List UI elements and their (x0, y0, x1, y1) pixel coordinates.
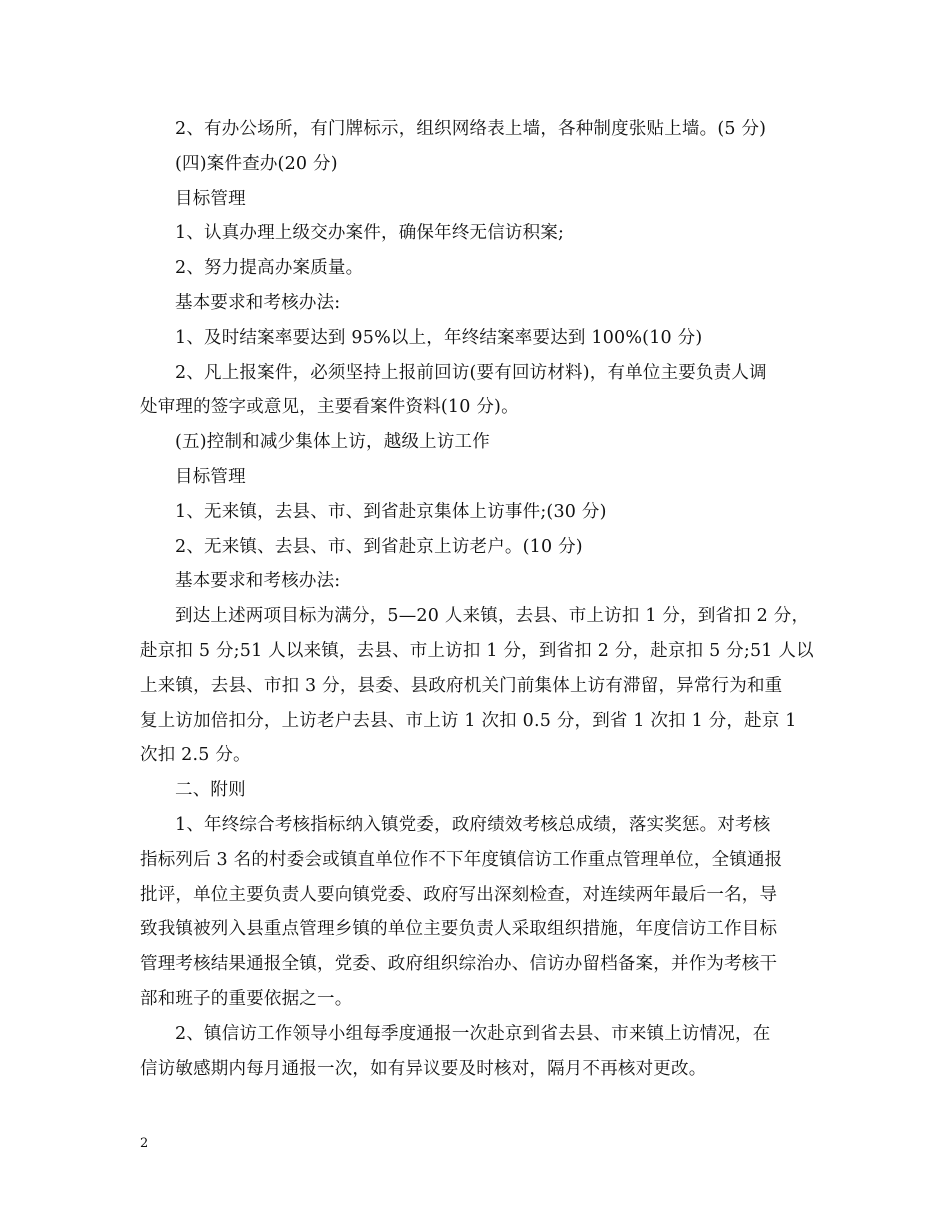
text-line: 2、努力提高办案质量。 (175, 258, 364, 279)
text-line: 1、认真办理上级交办案件，确保年终无信访积案; (175, 223, 565, 244)
text-line: 2、无来镇、去县、市、到省赴京上访老户。(10 分) (175, 536, 583, 557)
text-line: 复上访加倍扣分，上访老户去县、市上访 1 次扣 0.5 分，到省 1 次扣 1 分，赴京 1 (140, 710, 797, 731)
text-line: 次扣 2.5 分。 (140, 745, 251, 766)
subheading: 基本要求和考核办法: (175, 292, 341, 313)
section-heading: (五)控制和减少集体上访，越级上访工作 (175, 432, 490, 453)
document-body (140, 112, 812, 1086)
subheading: 目标管理 (175, 188, 246, 209)
text-line: 致我镇被列入县重点管理乡镇的单位主要负责人采取组织措施，年度信访工作目标 (140, 919, 778, 940)
text-line: 管理考核结果通报全镇，党委、政府组织综治办、信访办留档备案，并作为考核干 (140, 954, 778, 975)
text-line: 指标列后 3 名的村委会或镇直单位作不下年度镇信访工作重点管理单位，全镇通报 (140, 849, 783, 870)
text-line: 批评，单位主要负责人要向镇党委、政府写出深刻检查，对连续两年最后一名，导 (140, 884, 778, 905)
section-heading: (四)案件查办(20 分) (175, 153, 338, 174)
text-line: 2、镇信访工作领导小组每季度通报一次赴京到省去县、市来镇上访情况，在 (175, 1023, 771, 1044)
page-number: 2 (140, 1136, 149, 1151)
text-line: 到达上述两项目标为满分，5—20 人来镇，去县、市上访扣 1 分，到省扣 2 分， (175, 606, 810, 627)
subheading: 基本要求和考核办法: (175, 571, 341, 592)
text-line: 赴京扣 5 分;51 人以来镇，去县、市上访扣 1 分，到省扣 2 分，赴京扣 5 分;51 人以 (140, 640, 814, 661)
text-line: 1、无来镇，去县、市、到省赴京集体上访事件;(30 分) (175, 501, 607, 522)
text-line: 部和班子的重要依据之一。 (140, 988, 353, 1009)
section-heading: 二、附则 (175, 780, 246, 801)
text-line: 上来镇，去县、市扣 3 分，县委、县政府机关门前集体上访有滞留，异常行为和重 (140, 675, 783, 696)
text-line: 2、凡上报案件，必须坚持上报前回访(要有回访材料)，有单位主要负责人调 (175, 362, 767, 383)
text-line: 处审理的签字或意见，主要看案件资料(10 分)。 (140, 397, 519, 418)
text-line: 信访敏感期内每月通报一次，如有异议要及时核对，隔月不再核对更改。 (140, 1058, 707, 1079)
text-line: 2、有办公场所，有门牌标示，组织网络表上墙，各种制度张贴上墙。(5 分) (175, 119, 767, 139)
subheading: 目标管理 (175, 466, 246, 487)
text-line: 1、年终综合考核指标纳入镇党委，政府绩效考核总成绩，落实奖惩。对考核 (175, 814, 771, 835)
text-line: 1、及时结案率要达到 95%以上，年终结案率要达到 100%(10 分) (175, 327, 703, 348)
